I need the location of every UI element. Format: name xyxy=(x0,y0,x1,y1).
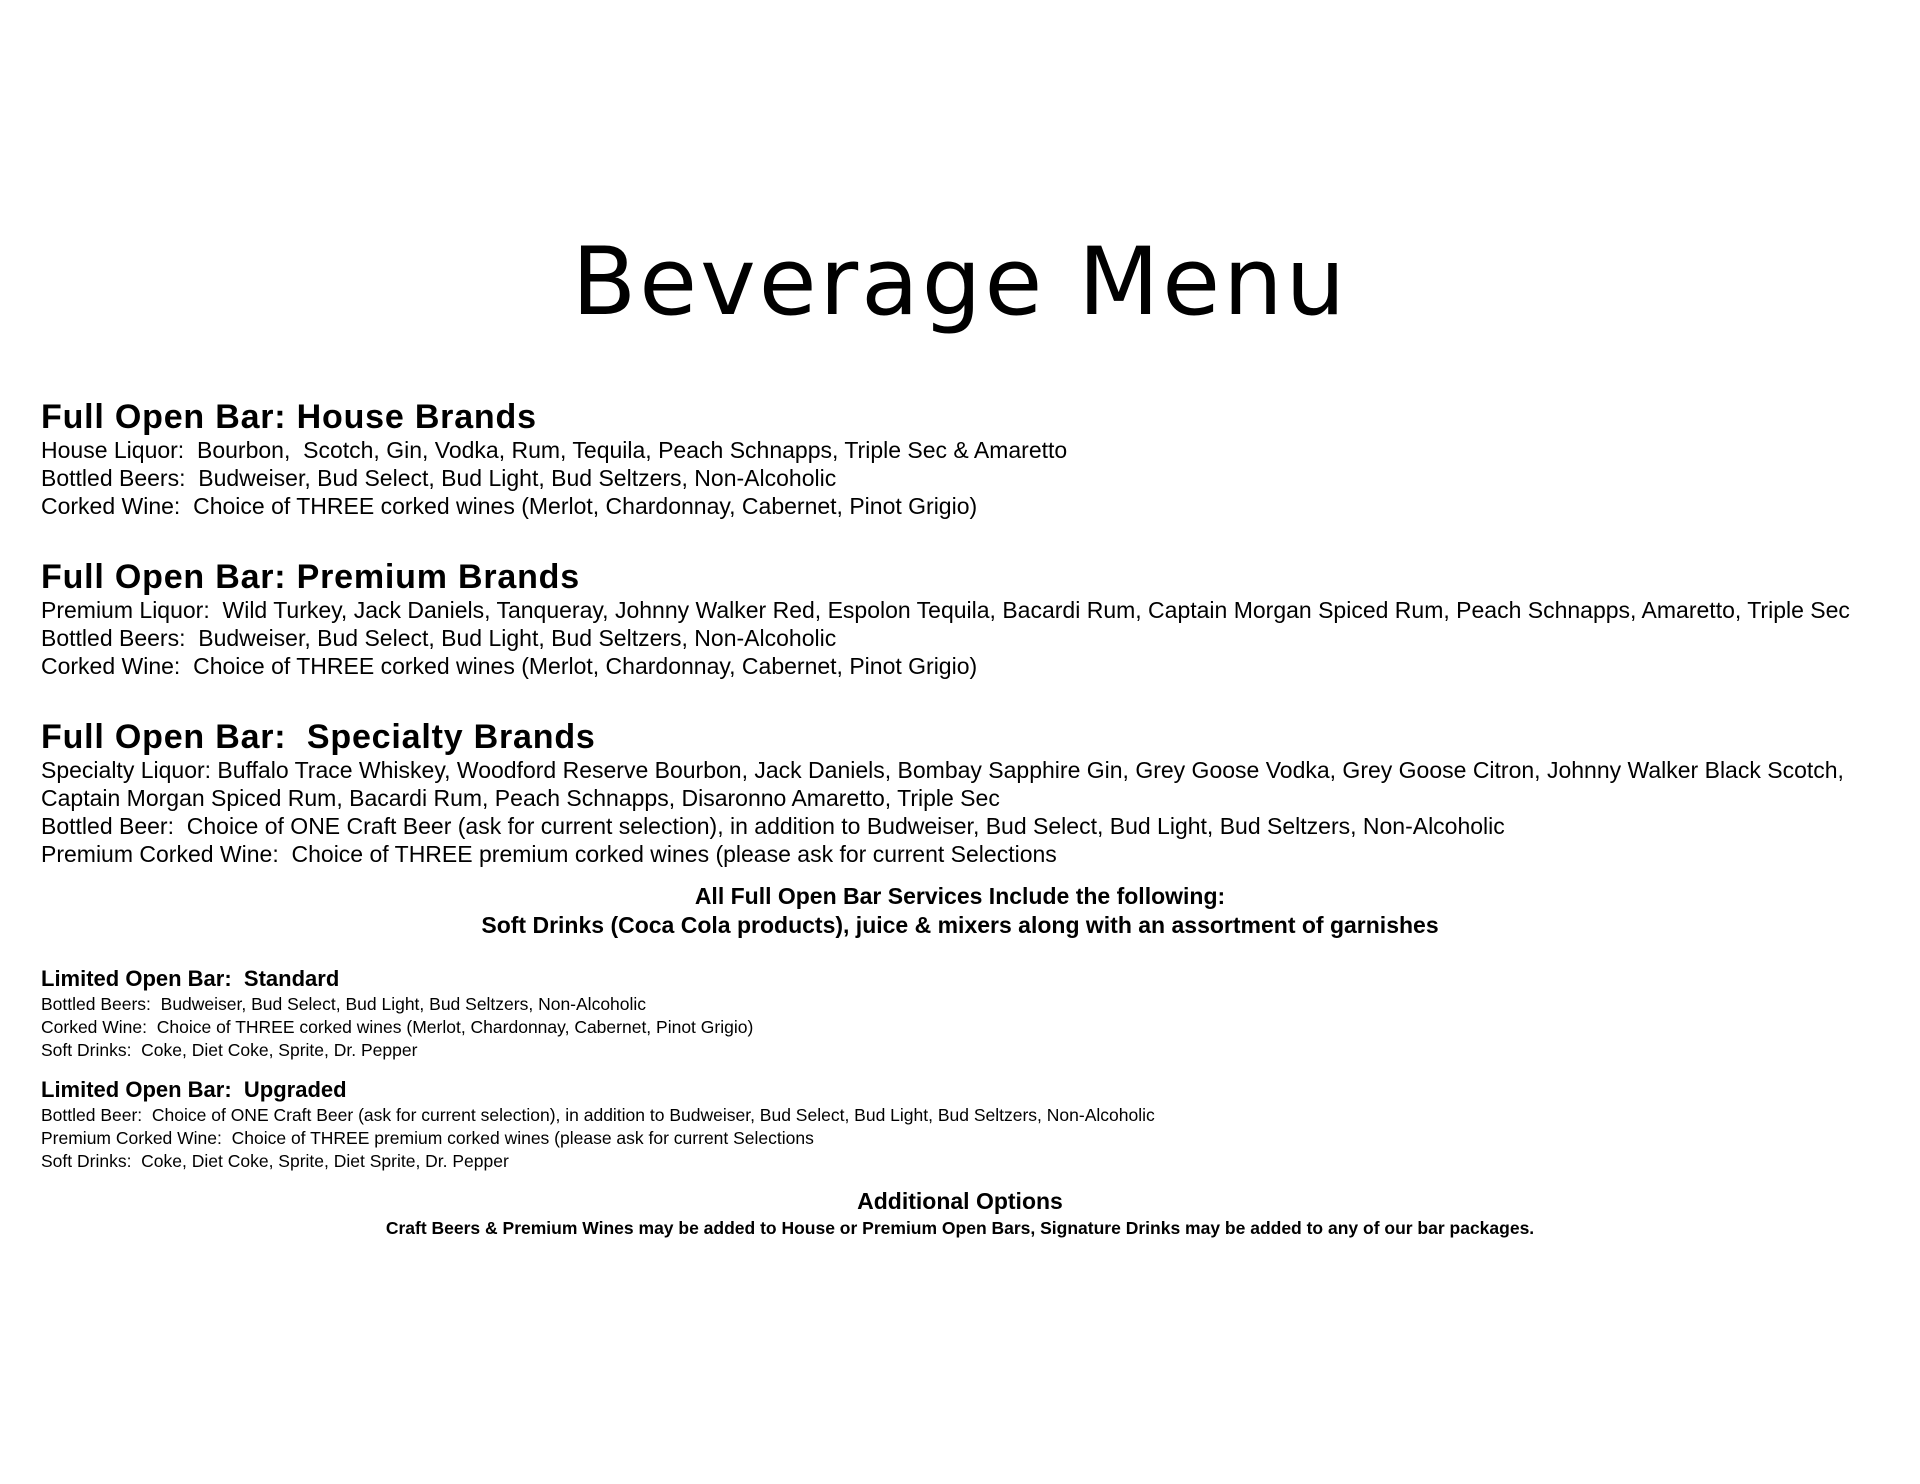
additional-options xyxy=(41,1187,1879,1240)
corked-wine-line: Corked Wine: Choice of THREE corked wines (Merlot, Chardonnay, Cabernet, Pinot Grigio) xyxy=(41,1017,754,1037)
menu-content xyxy=(41,398,1901,1240)
section-heading: Full Open Bar: Specialty Brands xyxy=(41,718,596,756)
house-liquor-line: House Liquor: Bourbon, Scotch, Gin, Vodka, Rum, Tequila, Peach Schnapps, Triple Sec & Amaretto xyxy=(41,437,1068,463)
bottled-beer-line: Bottled Beer: Choice of ONE Craft Beer (ask for current selection), in addition to Budweiser, Bud Select, Bud Light, Bud Seltzers, Non-Alcoholic xyxy=(41,1105,1155,1125)
premium-corked-wine-line: Premium Corked Wine: Choice of THREE premium corked wines (please ask for current Selections xyxy=(41,841,1057,867)
section-heading: Limited Open Bar: Upgraded xyxy=(41,1077,347,1102)
section-house-brands xyxy=(41,398,1901,520)
page-title: Beverage Menu xyxy=(571,228,1349,337)
includes-line-1: All Full Open Bar Services Include the following: xyxy=(694,883,1226,909)
additional-note: Craft Beers & Premium Wines may be added to House or Premium Open Bars, Signature Drinks may be added to any of our bar packages. xyxy=(385,1218,1535,1238)
section-limited-upgraded xyxy=(41,1076,1901,1173)
section-heading: Limited Open Bar: Standard xyxy=(41,966,340,991)
section-premium-brands xyxy=(41,558,1901,680)
bottled-beers-line: Bottled Beers: Budweiser, Bud Select, Bud Light, Bud Seltzers, Non-Alcoholic xyxy=(41,625,837,651)
additional-heading: Additional Options xyxy=(857,1188,1063,1214)
bottled-beers-line: Bottled Beers: Budweiser, Bud Select, Bud Light, Bud Seltzers, Non-Alcoholic xyxy=(41,465,837,491)
corked-wine-line: Corked Wine: Choice of THREE corked wines (Merlot, Chardonnay, Cabernet, Pinot Grigio) xyxy=(41,493,978,519)
section-heading: Full Open Bar: Premium Brands xyxy=(41,558,580,596)
corked-wine-line: Corked Wine: Choice of THREE corked wines (Merlot, Chardonnay, Cabernet, Pinot Grigio) xyxy=(41,653,978,679)
includes-line-2: Soft Drinks (Coca Cola products), juice & mixers along with an assortment of garnishes xyxy=(481,912,1439,938)
soft-drinks-line: Soft Drinks: Coke, Diet Coke, Sprite, Dr. Pepper xyxy=(41,1040,418,1060)
includes-note xyxy=(41,882,1879,940)
soft-drinks-line: Soft Drinks: Coke, Diet Coke, Sprite, Diet Sprite, Dr. Pepper xyxy=(41,1151,509,1171)
section-heading: Full Open Bar: House Brands xyxy=(41,398,537,436)
premium-corked-wine-line: Premium Corked Wine: Choice of THREE premium corked wines (please ask for current Selections xyxy=(41,1128,814,1148)
section-limited-standard xyxy=(41,965,1901,1062)
bottled-beers-line: Bottled Beers: Budweiser, Bud Select, Bud Light, Bud Seltzers, Non-Alcoholic xyxy=(41,994,647,1014)
premium-liquor-line: Premium Liquor: Wild Turkey, Jack Daniels, Tanqueray, Johnny Walker Red, Espolon Tequila, Bacardi Rum, Captain Morgan Spiced Rum, Peach Schnapps, Amaretto, Triple Sec xyxy=(41,597,1850,623)
specialty-liquor-line: Specialty Liquor: Buffalo Trace Whiskey, Woodford Reserve Bourbon, Jack Daniels, Bombay Sapphire Gin, Grey Goose Vodka, Grey Goose Citron, Johnny Walker Black Scotch, Captain Morgan Spiced Rum, Bacardi Rum, Peach Schnapps, Disaronno Amaretto, Triple Sec xyxy=(41,757,1844,811)
section-specialty-brands xyxy=(41,718,1901,868)
bottled-beer-line: Bottled Beer: Choice of ONE Craft Beer (ask for current selection), in addition to Budweiser, Bud Select, Bud Light, Bud Seltzers, Non-Alcoholic xyxy=(41,813,1505,839)
